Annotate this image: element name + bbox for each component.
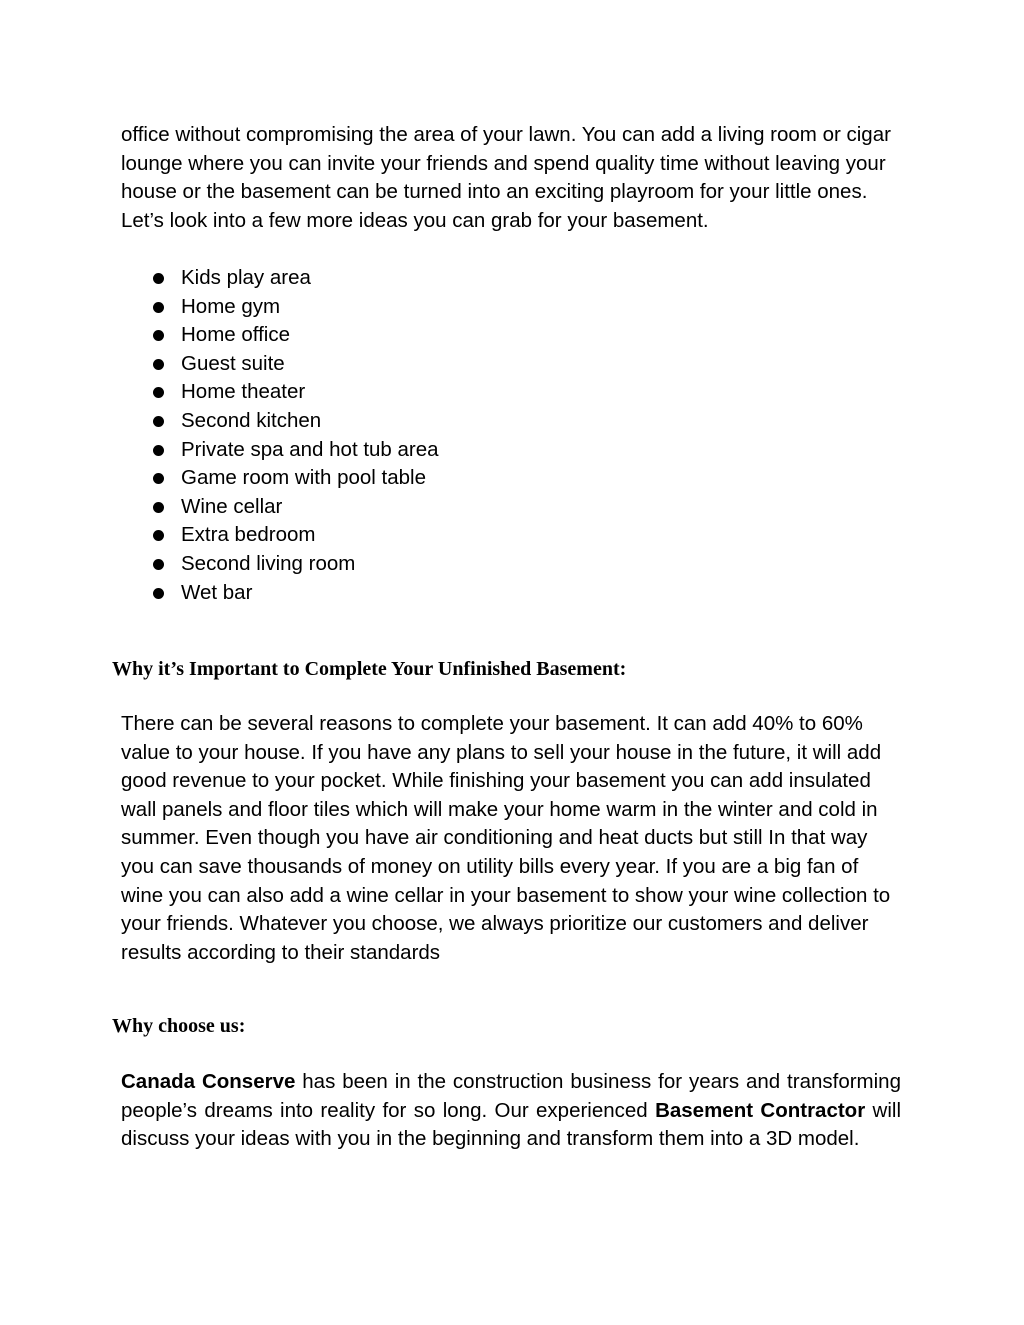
bullet-icon — [153, 502, 164, 513]
choose-us-text-2: will discuss your ideas with you in the beginning and transform them into a 3D model. — [121, 1098, 901, 1151]
list-item-text: Second living room — [181, 551, 356, 575]
choose-us-text-1: has been in the construction business for years and transforming people’s dreams into reality for so long. Our experienced — [121, 1070, 901, 1122]
list-item — [151, 378, 439, 407]
list-item — [151, 493, 439, 522]
bullet-icon — [153, 359, 164, 370]
bullet-icon — [153, 416, 164, 427]
list-item — [151, 321, 439, 350]
bullet-icon — [153, 559, 164, 570]
list-item-text: Extra bedroom — [181, 523, 316, 547]
list-item — [151, 579, 439, 608]
bullet-icon — [153, 473, 164, 484]
list-item-text: Guest suite — [181, 351, 285, 375]
list-item-text: Home gym — [181, 294, 281, 318]
importance-heading: Why it’s Important to Complete Your Unfinished Basement: — [112, 658, 627, 680]
list-item-text: Home office — [181, 323, 291, 347]
list-item — [151, 407, 439, 436]
ideas-list — [151, 264, 439, 607]
contractor-term: Basement Contractor — [655, 1098, 866, 1122]
list-item-text: Wine cellar — [181, 494, 283, 518]
list-item — [151, 521, 439, 550]
list-item-text: Kids play area — [181, 266, 311, 289]
list-item — [151, 436, 439, 465]
list-item — [151, 350, 439, 379]
list-item-text: Second kitchen — [181, 408, 322, 432]
bullet-icon — [153, 530, 164, 541]
importance-paragraph: There can be several reasons to complete your basement. It can add 40% to 60% value to your house. If you have any plans to sell your house in the future, it will add good revenue to your pocket. While finishing your basement you can add insulated wall panels and floor tiles which will make your home warm in the winter and cold in summer. Even though you have air conditioning and heat ducts but still In that way you can save thousands of money on utility bills every year. If you are a big fan of wine you can also add a wine cellar in your basement to show your wine collection to your friends. Whatever you choose, we always prioritize our customers and deliver results according to their standards — [121, 712, 891, 964]
bullet-icon — [153, 273, 164, 284]
choose-us-paragraph — [121, 1068, 901, 1154]
list-item — [151, 550, 439, 579]
list-item — [151, 293, 439, 322]
company-name: Canada Conserve — [121, 1070, 296, 1093]
list-item-text: Home theater — [181, 380, 306, 404]
bullet-icon — [153, 330, 164, 341]
list-item-text: Wet bar — [181, 580, 253, 604]
bullet-icon — [153, 302, 164, 313]
intro-paragraph: office without compromising the area of your lawn. You can add a living room or cigar lounge where you can invite your friends and spend quality time without leaving your house or the basement can be turned into an exciting playroom for your little ones. Let’s look into a few more ideas you can grab for your basement. — [121, 123, 891, 232]
list-item-text: Private spa and hot tub area — [181, 437, 439, 461]
bullet-icon — [153, 588, 164, 599]
choose-us-heading: Why choose us: — [112, 1015, 246, 1037]
bullet-icon — [153, 387, 164, 398]
list-item — [151, 264, 439, 293]
list-item-text: Game room with pool table — [181, 466, 426, 490]
list-item — [151, 464, 439, 493]
bullet-icon — [153, 445, 164, 456]
